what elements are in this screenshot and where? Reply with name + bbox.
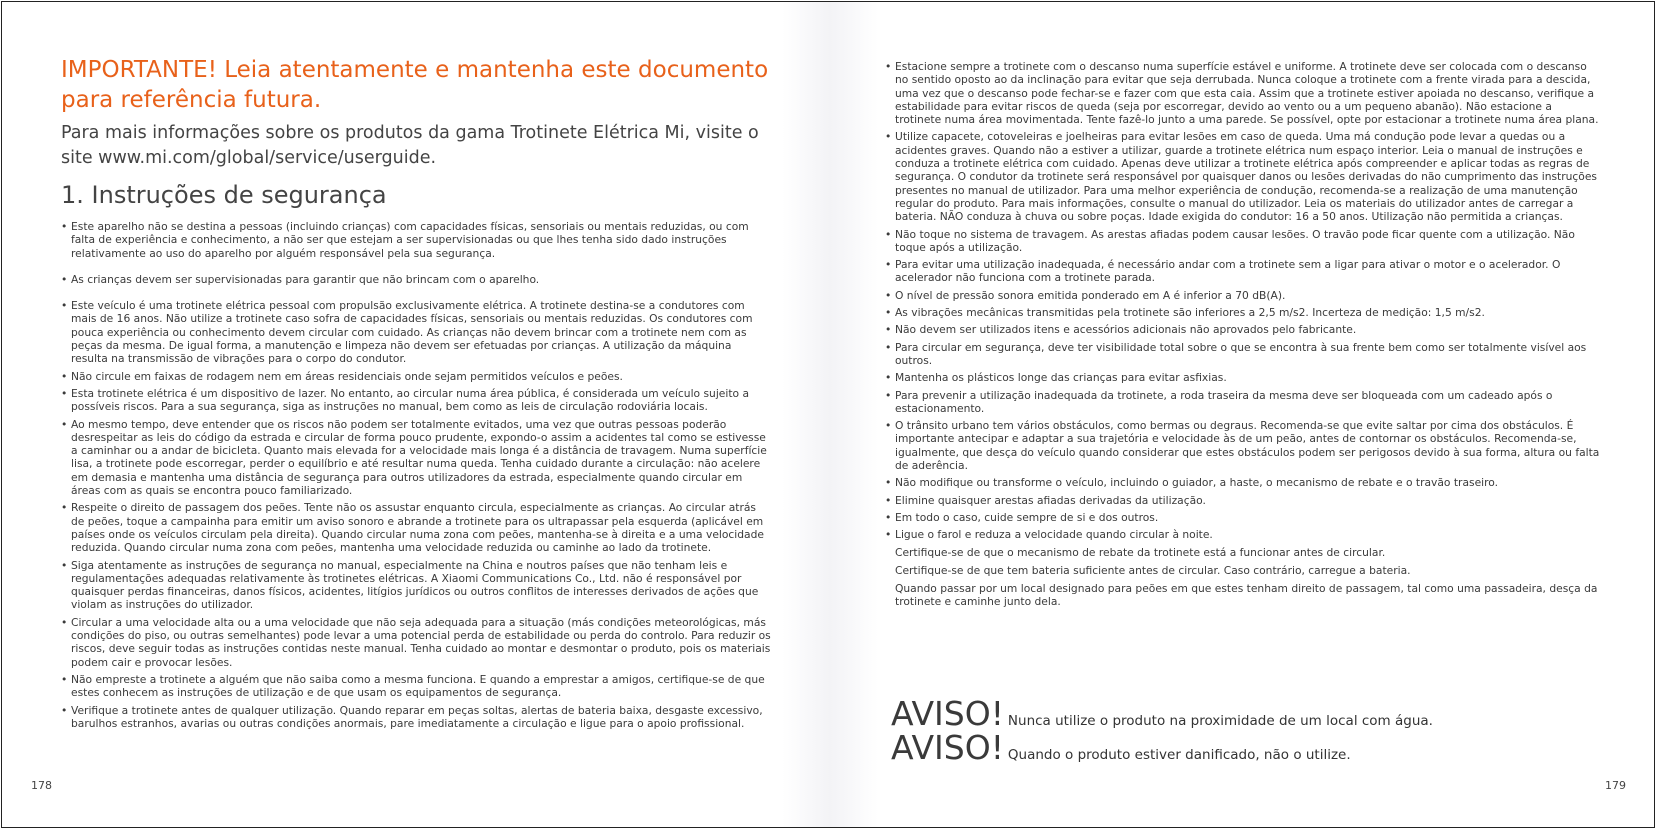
warning-text: Quando o produto estiver danificado, não o utilize.: [1007, 747, 1351, 763]
list-item: • Estacione sempre a trotinete com o descanso numa superfície estável e uniforme. A trotinete deve ser colocada com o descanso no sentido oposto ao da inclinação para evitar que seja derrubada. Nunca coloque a trotinete com a frente virada para a descida, uma vez que o descanso pode fechar-se e fazer com que esta caia. Assim que a trotinete estiver apoiada no descanso, verifique a estabilidade para evitar riscos de queda (seja por escorregar, devido ao vento ou a um pequeno abanão). Não estacione a trotinete numa área movimentada. Tente fazê-lo junto a uma parede. Se possível, opte por estacionar a trotinete numa área plana.: [885, 60, 1601, 126]
list-item: • Mantenha os plásticos longe das crianças para evitar asfixias.: [885, 371, 1601, 384]
list-item: • Circular a uma velocidade alta ou a uma velocidade que não seja adequada para a situação (más condições meteorológicas, más condições do piso, ou outras semelhantes) pode levar a uma potencial perda de estabilidade ou perda do controlo. Para reduzir os riscos, deve seguir todas as instruções contidas neste manual. Tenha cuidado ao montar e desmontar o produto, pois os materiais podem cair e provocar lesões.: [61, 616, 771, 669]
list-item: • Ao mesmo tempo, deve entender que os riscos não podem ser totalmente evitados, uma vez que outras pessoas poderão desrespeitar as leis do código da estrada e circular de forma pouco prudente, expondo-o assim a acidentes tal como se estivesse a caminhar ou a andar de bicicleta. Quanto mais elevada for a velocidade mais longa é a distância de travagem. Numa superfície lisa, a trotinete pode escorregar, perder o equilíbrio e até resultar numa queda. Tenha cuidado durante a circulação: não acelere em demasia e mantenha uma distância de segurança para outros utilizadores da estrada, especialmente quando circular em áreas com as quais se encontra pouco familiarizado.: [61, 418, 771, 498]
list-item: • Utilize capacete, cotoveleiras e joelheiras para evitar lesões em caso de queda. Uma má condução pode levar a quedas ou a acidentes graves. Quando não a estiver a utilizar, guarde a trotinete elétrica num espaço interior. Leia o manual de instruções e conduza a trotinete elétrica com cuidado. Apenas deve utilizar a trotinete elétrica após compreender e aplicar todas as regras de segurança. O condutor da trotinete será responsável por quaisquer danos ou lesões derivadas do não cumprimento das instruções presentes no manual de utilizador. Para uma melhor experiência de condução, recomenda-se a realização de uma manutenção regular do produto. Para mais informações, consulte o manual do utilizador. Leia os materiais do utilizador antes de carregar a bateria. NÃO conduza à chuva ou sobre poças. Idade exigida do condutor: 16 a 50 anos. Utilização não permitida a crianças.: [885, 130, 1601, 223]
list-item: • Verifique a trotinete antes de qualquer utilização. Quando reparar em peças soltas, alertas de bateria baixa, desgaste excessivo, barulhos estranhos, avarias ou outras condições anormais, pare imediatamente a circulação e ligue para o apoio profissional.: [61, 704, 771, 731]
section-heading: 1. Instruções de segurança: [61, 181, 387, 209]
list-item: • As crianças devem ser supervisionadas para garantir que não brincam com o aparelho.: [61, 273, 771, 286]
important-title: IMPORTANTE! Leia atentamente e mantenha este documento para referência futura.: [61, 57, 769, 113]
warning-label: AVISO!: [891, 728, 1004, 767]
page-number-left: 178: [31, 779, 52, 792]
list-item: • Este aparelho não se destina a pessoas (incluindo crianças) com capacidades físicas, sensoriais ou mentais reduzidas, ou com falta de experiência e conhecimento, a não ser que estejam a ser supervisionadas ou que lhes tenha sido dado instruções relativamente ao uso do aparelho por alguém responsável pela sua segurança.: [61, 220, 771, 260]
warning-water: [891, 696, 1433, 732]
list-item: • O nível de pressão sonora emitida ponderado em A é inferior a 70 dB(A).: [885, 289, 1601, 302]
list-sub-line: Certifique-se de que tem bateria suficiente antes de circular. Caso contrário, carregue a bateria.: [895, 563, 1411, 577]
more-info-text: Para mais informações sobre os produtos da gama Trotinete Elétrica Mi, visite o site www.mi.com/global/service/userguide.: [61, 123, 759, 168]
list-item: • Este veículo é uma trotinete elétrica pessoal com propulsão exclusivamente elétrica. A trotinete destina-se a condutores com mais de 16 anos. Não utilize a trotinete caso sofra de capacidades físicas, sensoriais ou mentais reduzidas. Os condutores com pouca experiência ou conhecimento devem circular com cuidado. As crianças não devem brincar com a trotinete nem com as peças da mesma. De igual forma, a manutenção e limpeza não devem ser efetuadas por crianças. A utilização da máquina resulta na transmissão de vibrações para o corpo do condutor.: [61, 299, 771, 365]
list-item: • Esta trotinete elétrica é um dispositivo de lazer. No entanto, ao circular numa área pública, é considerada um veículo sujeito a possíveis riscos. Para a sua segurança, siga as instruções no manual, bem como as leis de circulação rodoviária locais.: [61, 387, 771, 414]
list-item: • Não toque no sistema de travagem. As arestas afiadas podem causar lesões. O travão pode ficar quente com a utilização. Não toque após a utilização.: [885, 228, 1601, 255]
list-item: • Não empreste a trotinete a alguém que não saiba como a mesma funciona. E quando a emprestar a amigos, certifique-se de que estes conhecem as instruções de utilização e de que usam os equipamentos de segurança.: [61, 673, 771, 700]
safety-list-right: [885, 60, 1601, 614]
manual-spread: [1, 1, 1655, 828]
list-item: • Não circule em faixas de rodagem nem em áreas residenciais onde sejam permitidos veículos e peões.: [61, 370, 771, 383]
list-item: • Siga atentamente as instruções de segurança no manual, especialmente na China e noutros países que não tenham leis e regulamentações adequadas relativamente às trotinetes elétricas. A Xiaomi Communications Co., Ltd. não é responsável por quaisquer perdas financeiras, danos físicos, acidentes, litígios jurídicos ou outros conflitos de interesses derivados de ações que violam as instruções do utilizador.: [61, 559, 771, 612]
right-page: [830, 2, 1656, 827]
list-item: • Não modifique ou transforme o veículo, incluindo o guiador, a haste, o mecanismo de rebate e o travão traseiro.: [885, 476, 1601, 489]
list-item: • Em todo o caso, cuide sempre de si e dos outros.: [885, 511, 1601, 524]
list-item: • Respeite o direito de passagem dos peões. Tente não os assustar enquanto circula, especialmente as crianças. Ao circular atrás de peões, toque a campainha para emitir um aviso sonoro e abrande a trotinete para os ultrapassar pela esquerda (aplicável em países onde os veículos circulam pela direita). Quando circular numa zona com peões, mantenha-se à direita e a uma velocidade reduzida. Quando circular numa zona com peões, mantenha uma velocidade reduzida ou caminhe ao lado da trotinete.: [61, 501, 771, 554]
list-item: • Não devem ser utilizados itens e acessórios adicionais não aprovados pelo fabricante.: [885, 323, 1601, 336]
warning-damaged: [891, 730, 1351, 766]
safety-list-left: [61, 220, 771, 734]
list-item: • Elimine quaisquer arestas afiadas derivadas da utilização.: [885, 494, 1601, 507]
list-sub-line: Certifique-se de que o mecanismo de rebate da trotinete está a funcionar antes de circular.: [895, 545, 1386, 559]
page-number-right: 179: [1605, 779, 1626, 792]
list-sub-line: Quando passar por um local designado para peões em que estes tenham direito de passagem, tal como uma passadeira, desça da trotinete e caminhe junto dela.: [895, 582, 1598, 609]
list-item: • Para evitar uma utilização inadequada, é necessário andar com a trotinete sem a ligar para ativar o motor e o acelerador. O acelerador não funciona com a trotinete parada.: [885, 258, 1601, 285]
list-item: • Para circular em segurança, deve ter visibilidade total sobre o que se encontra à sua frente bem como ser totalmente visível aos outros.: [885, 341, 1601, 368]
warning-text: Nunca utilize o produto na proximidade de um local com água.: [1007, 713, 1433, 729]
list-item: • Ligue o farol e reduza a velocidade quando circular à noite.: [885, 528, 1601, 541]
list-item: • As vibrações mecânicas transmitidas pela trotinete são inferiores a 2,5 m/s2. Incerteza de medição: 1,5 m/s2.: [885, 306, 1601, 319]
list-item: • Para prevenir a utilização inadequada da trotinete, a roda traseira da mesma deve ser bloqueada com um cadeado após o estacionamento.: [885, 389, 1601, 416]
list-item: • O trânsito urbano tem vários obstáculos, como bermas ou degraus. Recomenda-se que evite saltar por cima dos obstáculos. É importante antecipar e adaptar a sua trajetória e velocidade às de um peão, antes de contornar os obstáculos. Recomenda-se, igualmente, que desça do veículo quando considerar que estes obstáculos podem ser perigosos devido à sua forma, altura ou falta de aderência.: [885, 419, 1601, 472]
warning-label: AVISO!: [891, 694, 1004, 733]
left-page: [2, 2, 830, 827]
